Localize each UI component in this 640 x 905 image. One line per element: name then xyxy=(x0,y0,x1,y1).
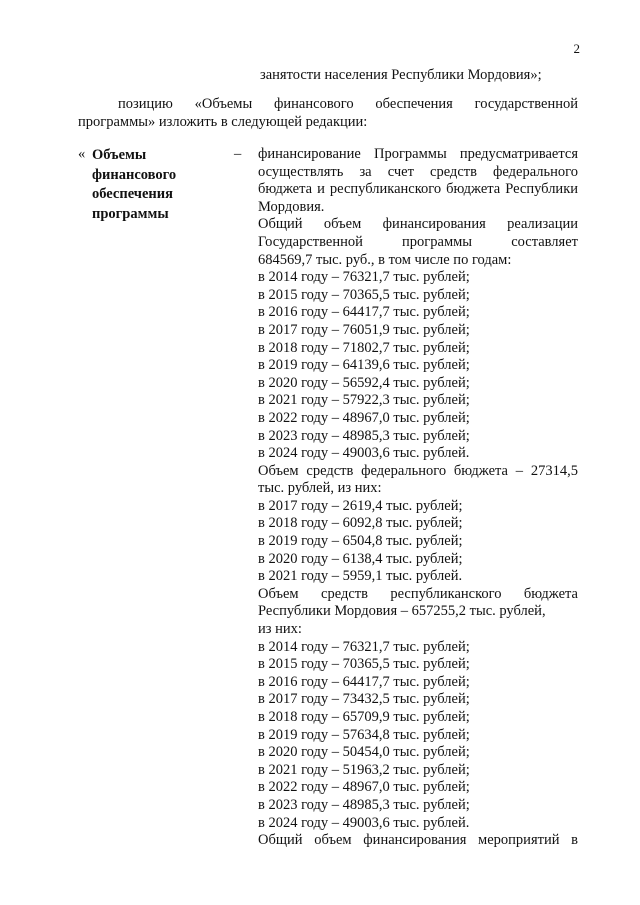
year-line: в 2019 году – 6504,8 тыс. рублей; xyxy=(258,533,463,550)
text-line: из них: xyxy=(258,621,302,638)
text-line: Общий объем финансирования реализации xyxy=(258,216,578,233)
year-line: в 2021 году – 5959,1 тыс. рублей. xyxy=(258,568,463,585)
text-line: Объем средств республиканского бюджета xyxy=(258,585,578,602)
year-line: в 2018 году – 65709,9 тыс. рублей; xyxy=(258,709,470,725)
text-line: Мордовия. xyxy=(258,198,325,215)
label-line: Объемы xyxy=(92,147,147,163)
year-line: в 2016 году – 64417,7 тыс. рублей; xyxy=(258,304,470,321)
content-column xyxy=(258,146,578,850)
intro-line-2: программы» изложить в следующей редакции: xyxy=(78,113,368,130)
year-line: в 2019 году – 64139,6 тыс. рублей; xyxy=(258,357,470,374)
label-line: программы xyxy=(92,205,169,222)
year-line: в 2023 году – 48985,3 тыс. рублей; xyxy=(258,427,470,444)
year-line: в 2019 году – 57634,8 тыс. рублей; xyxy=(258,726,470,743)
text-line: бюджета и республиканского бюджета Республики xyxy=(258,181,578,198)
text-line: Общий объем финансирования мероприятий в xyxy=(258,832,578,849)
text-line: финансирование Программы предусматривается xyxy=(258,146,578,162)
year-line: в 2020 году – 56592,4 тыс. рублей; xyxy=(258,374,470,391)
year-line: в 2017 году – 2619,4 тыс. рублей; xyxy=(258,497,463,514)
year-line: в 2022 году – 48967,0 тыс. рублей; xyxy=(258,409,470,426)
text-line: тыс. рублей, из них: xyxy=(258,480,382,497)
text-line: Государственной программы составляет xyxy=(258,233,578,250)
year-line: в 2017 году – 76051,9 тыс. рублей; xyxy=(258,321,470,338)
year-line: в 2017 году – 73432,5 тыс. рублей; xyxy=(258,691,470,708)
year-line: в 2018 году – 71802,7 тыс. рублей; xyxy=(258,339,470,356)
year-line: в 2023 году – 48985,3 тыс. рублей; xyxy=(258,796,470,813)
year-line: в 2024 году – 49003,6 тыс. рублей. xyxy=(258,445,470,462)
year-line: в 2014 году – 76321,7 тыс. рублей; xyxy=(258,269,470,286)
opening-quote: « xyxy=(78,146,86,162)
year-line: в 2015 году – 70365,5 тыс. рублей; xyxy=(258,656,470,673)
year-line: в 2020 году – 50454,0 тыс. рублей; xyxy=(258,744,470,761)
intro-paragraph xyxy=(78,96,578,131)
text-line: осуществлять за счет средств федерального xyxy=(258,163,578,180)
continuation-line: занятости населения Республики Мордовия»; xyxy=(260,67,542,83)
section-label xyxy=(92,146,232,224)
page-number: 2 xyxy=(573,41,580,56)
dash-separator: – xyxy=(234,146,242,162)
intro-line-1: позицию «Объемы финансового обеспечения государственной xyxy=(118,96,578,112)
year-line: в 2021 году – 51963,2 тыс. рублей; xyxy=(258,761,470,778)
label-line: обеспечения xyxy=(92,186,173,202)
year-line: в 2021 году – 57922,3 тыс. рублей; xyxy=(258,392,470,409)
year-line: в 2024 году – 49003,6 тыс. рублей. xyxy=(258,814,470,831)
text-line: Республики Мордовия – 657255,2 тыс. рублей, xyxy=(258,603,546,620)
year-line: в 2015 году – 70365,5 тыс. рублей; xyxy=(258,286,470,303)
text-line: Объем средств федерального бюджета – 27314,5 xyxy=(258,462,578,479)
year-line: в 2014 году – 76321,7 тыс. рублей; xyxy=(258,638,470,655)
text-line: 684569,7 тыс. руб., в том числе по годам: xyxy=(258,251,512,268)
year-line: в 2022 году – 48967,0 тыс. рублей; xyxy=(258,779,470,796)
year-line: в 2020 году – 6138,4 тыс. рублей; xyxy=(258,550,463,567)
label-line: финансового xyxy=(92,166,177,183)
year-line: в 2016 году – 64417,7 тыс. рублей; xyxy=(258,673,470,690)
year-line: в 2018 году – 6092,8 тыс. рублей; xyxy=(258,515,463,532)
